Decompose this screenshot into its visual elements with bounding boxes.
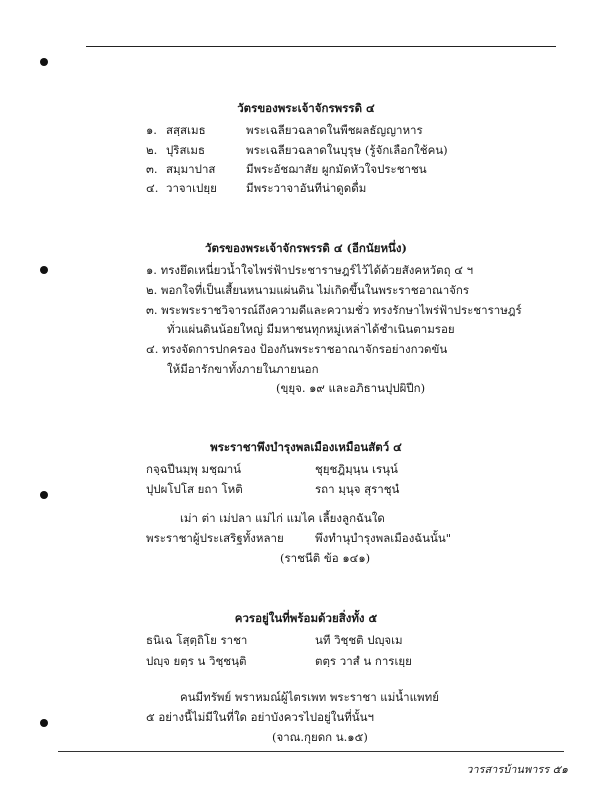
section4-pali-right: นที วิชฺชติ ปญฺจเม — [315, 633, 403, 647]
section3-pali-right: ชุยฺชฎิมฺนฺน เรนุน์ — [315, 462, 398, 476]
section4-pali-left: ธนิเฉ โสฺตฺถิโย ราชา — [146, 633, 248, 647]
binding-hole-dot — [40, 719, 48, 727]
section2-title: วัตรของพระเจ้าจักรพรรดิ ๔ (อีกนัยหนึ่ง) — [205, 241, 407, 255]
section2-line: ๓. พระพระราชวิจารณ์ถึงความดีและความชั่ว ทรงรักษาไพร่ฟ้าประชาราษฎร์ — [146, 303, 522, 317]
section1-item-desc: พระเฉลียวฉลาดในพืชผลธัญญาหาร — [246, 123, 423, 137]
bottom-rule — [58, 751, 564, 752]
page-footer: วารสารบ้านพารร ๕๑ — [466, 763, 568, 776]
top-rule — [86, 46, 556, 47]
section1-item-num: ๑. — [146, 123, 157, 137]
section3-pali-right: รถา มฺนุจ สุราชุนํ — [315, 482, 400, 496]
section2-line: ๔. ทรงจัดการปกครอง ป้องกันพระราชอาณาจักรอย่างกวดขัน — [146, 342, 448, 356]
section1-item-term: สสฺสเมธ — [166, 123, 206, 137]
section4-source: (จาณ.กุยดก น.๑๕) — [272, 730, 368, 744]
section1-title: วัตรของพระเจ้าจักรพรรดิ ๔ — [237, 101, 375, 115]
section4-title: ควรอยู่ในที่พร้อมด้วยสิ่งทั้ง ๕ — [234, 611, 378, 625]
section2-line: ๒. พอกใจที่เป็นเสี้ยนหนามแผ่นดิน ไม่เกิดขึ้นในพระราชอาณาจักร — [146, 283, 470, 297]
section1-item-desc: มีพระอัชฌาสัย ผูกมัดหัวใจประชาชน — [246, 162, 427, 176]
section4-pali-right: ตตฺร วาสํ น การเยฺย — [315, 654, 412, 668]
section3-pali-left: กจฺฉปีนมฺพุ มชฺฌาน์ — [146, 462, 242, 476]
section2-line: ให้มีอารักขาทั้งภายในภายนอก — [167, 362, 319, 376]
section4-verse-line: ๕ อย่างนี้ไม่มีในที่ใด อย่าบังควรไปอยู่ในที่นั้นฯ — [146, 710, 374, 724]
binding-hole-dot — [40, 266, 48, 274]
section3-pali-left: ปุปผโปโส ยถา โหติ — [146, 482, 243, 496]
section3-verse-line: เม่า ต่า เม่ปลา แม่ไก่ แมไค เลี้ยงลูกฉันใด — [180, 511, 385, 525]
section2-source: (ขฺยุจ. ๑๙ และอภิธานปุปผิปีก) — [276, 381, 426, 395]
section1-item-desc: มีพระวาจาอันทีน่าดูดดื่ม — [246, 181, 367, 195]
section1-item-num: ๒. — [146, 143, 158, 157]
section1-item-term: ปุริสเมธ — [166, 143, 206, 157]
section3-verse-line: พึงทำนุบำรุงพลเมืองฉันนั้น" — [315, 531, 452, 545]
section3-title: พระราชาพึงบำรุงพลเมืองเหมือนสัตว์ ๔ — [210, 440, 402, 454]
section1-item-term: วาจาเปยฺย — [166, 181, 217, 195]
binding-hole-dot — [40, 491, 48, 499]
section1-item-num: ๓. — [146, 162, 158, 176]
section2-line: ทั่วแผ่นดินน้อยใหญ่ มีมหาชนทุกหมู่เหล่าได้ชำเนินตามรอย — [167, 322, 455, 336]
binding-hole-dot — [40, 58, 48, 66]
section1-item-desc: พระเฉลียวฉลาดในบุรุษ (รู้จักเลือกใช้คน) — [246, 143, 448, 157]
section4-verse-line: คนมีทรัพย์ พราหมณ์ผู้ไตรเพท พระราชา แม่น้ำแพทย์ — [180, 690, 439, 704]
section3-source: (ราชนีติ ข้อ ๑๔๑) — [280, 551, 371, 565]
section1-item-term: สมฺมาปาส — [166, 162, 216, 176]
section2-line: ๑. ทรงยึดเหนี่ยวน้ำใจไพร่ฟ้าประชาราษฎร์ไว้ได้ด้วยสังคหวัตถุ ๔ ฯ — [146, 263, 474, 277]
section4-pali-left: ปญฺจ ยตฺร น วิชฺชนฺติ — [146, 654, 247, 668]
section3-verse-line: พระราชาผู้ประเสริฐทั้งหลาย — [146, 531, 284, 545]
section1-item-num: ๔. — [146, 181, 159, 195]
